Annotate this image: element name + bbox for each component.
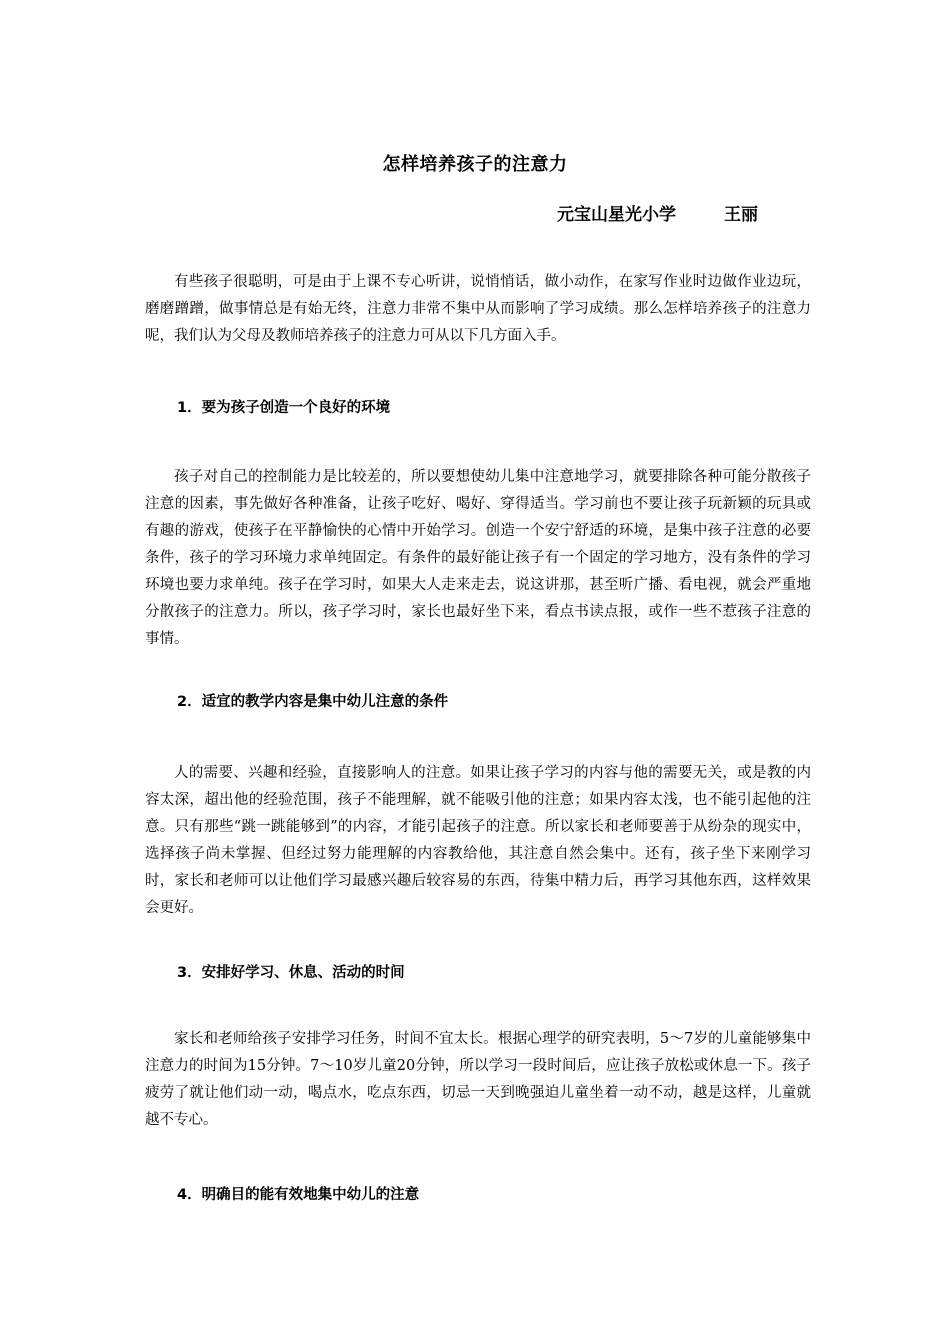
section-body-3: 家长和老师给孩子安排学习任务，时间不宜太长。根据心理学的研究表明，5～7岁的儿童能够集中注意力的时间为15分钟。7～10岁儿童20分钟，所以学习一段时间后，应让孩子放松或休息一下。孩子疲劳了就让他们动一动，喝点水，吃点东西，切忌一天到晚强迫儿童坐着一动不动，越是这样，儿童就越不专心。 <box>145 1031 811 1128</box>
byline <box>557 200 758 225</box>
document-title: 怎样培养孩子的注意力 <box>382 154 568 175</box>
school-name: 元宝山星光小学 <box>557 205 676 225</box>
intro-paragraph: 有些孩子很聪明，可是由于上课不专心听讲，说悄悄话，做小动作，在家写作业时边做作业边玩，磨磨蹭蹭，做事情总是有始无终，注意力非常不集中从而影响了学习成绩。那么怎样培养孩子的注意力呢，我们认为父母及教师培养孩子的注意力可从以下几方面入手。 <box>145 274 811 344</box>
section-heading-2: 2．适宜的教学内容是集中幼儿注意的条件 <box>177 694 449 710</box>
author-name: 王丽 <box>724 205 758 225</box>
section-heading-4: 4．明确目的能有效地集中幼儿的注意 <box>177 1187 420 1203</box>
section-body-1: 孩子对自己的控制能力是比较差的，所以要想使幼儿集中注意地学习，就要排除各种可能分散孩子注意的因素，事先做好各种准备，让孩子吃好、喝好、穿得适当。学习前也不要让孩子玩新颖的玩具或有趣的游戏，使孩子在平静愉快的心情中开始学习。创造一个安宁舒适的环境，是集中孩子注意的必要条件，孩子的学习环境力求单纯固定。有条件的最好能让孩子有一个固定的学习地方，没有条件的学习环境也要力求单纯。孩子在学习时，如果大人走来走去，说这讲那，甚至听广播、看电视，就会严重地分散孩子的注意力。所以，孩子学习时，家长也最好坐下来，看点书读点报，或作一些不惹孩子注意的事情。 <box>145 469 811 647</box>
section-body-2: 人的需要、兴趣和经验，直接影响人的注意。如果让孩子学习的内容与他的需要无关，或是教的内容太深，超出他的经验范围，孩子不能理解，就不能吸引他的注意；如果内容太浅，也不能引起他的注意。只有那些“跳一跳能够到”的内容，才能引起孩子的注意。所以家长和老师要善于从纷杂的现实中，选择孩子尚未掌握、但经过努力能理解的内容教给他，其注意自然会集中。还有，孩子坐下来刚学习时，家长和老师可以让他们学习最感兴趣后较容易的东西，待集中精力后，再学习其他东西，这样效果会更好。 <box>145 765 811 916</box>
section-heading-1: 1．要为孩子创造一个良好的环境 <box>177 400 391 416</box>
section-heading-3: 3．安排好学习、休息、活动的时间 <box>177 965 405 981</box>
